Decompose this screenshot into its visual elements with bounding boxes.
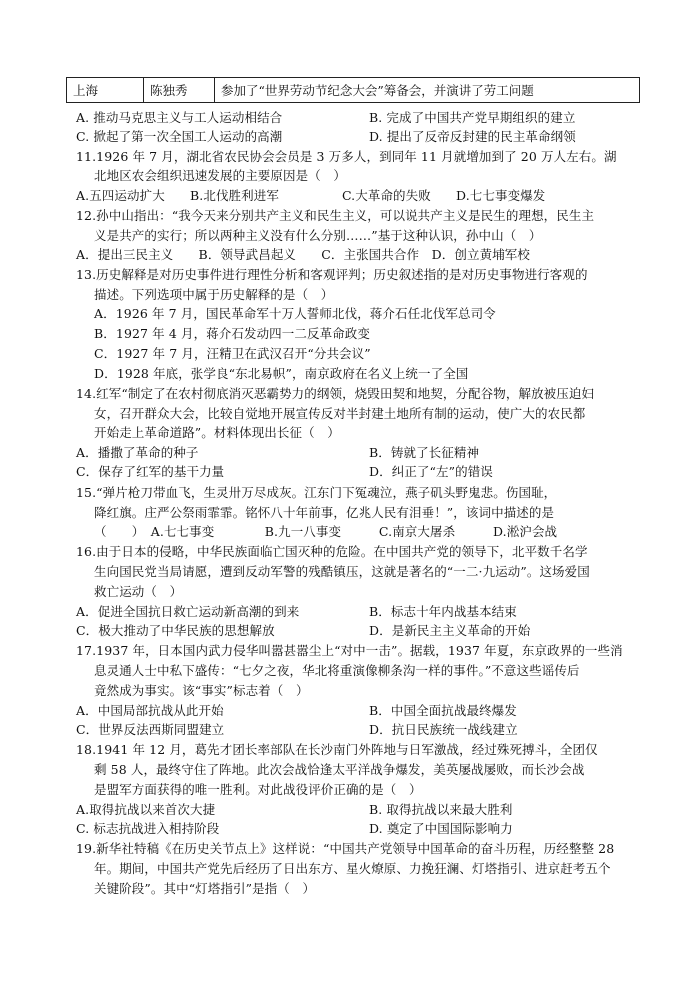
q14-stem-line2: 女，召开群众大会，比较自觉地开展宣传反对半封建土地所有制的运动，使广大的农民都: [94, 406, 586, 421]
q17-option-a: A．中国局部抗战从此开始: [76, 703, 224, 718]
q16-option-c: C．极大推动了中华民族的思想解放: [76, 623, 275, 638]
q14-option-a: A．播撒了革命的种子: [76, 445, 199, 460]
q12-stem-line1: 12.孙中山指出：“我今天来分别共产主义和民生主义，可以说共产主义是民生的理想，民生主: [76, 208, 595, 223]
q15-stem-line2: 降红旗。庄严公祭雨霏霏。铭怀八十年前事，亿兆人民有泪垂！”，该词中描述的是: [94, 505, 555, 520]
q13-option-a: A．1926 年 7 月，国民革命军十万人誓师北伐，蒋介石任北伐军总司令: [94, 306, 496, 321]
table-cell-person: 陈独秀: [144, 78, 215, 103]
q16-stem-line3: 救亡运动（ ）: [94, 584, 183, 599]
q13-stem-line2: 描述。下列选项中属于历史解释的是（ ）: [94, 287, 334, 302]
q11-stem-line2: 北地区农会组织迅速发展的主要原因是（ ）: [94, 168, 347, 183]
q14-stem-line1: 14.红军“制定了在农村彻底消灭恶霸势力的纲领，烧毁田契和地契，分配谷物，解放被压迫妇: [76, 386, 595, 401]
q16-option-d: D．是新民主主义革命的开始: [369, 623, 531, 638]
q19-stem-line1: 19.新华社特稿《在历史关节点上》这样说：“中国共产党领导中国革命的奋斗历程，历经整整 28: [76, 841, 615, 856]
q14-option-c: C．保存了红军的基干力量: [76, 464, 225, 479]
q18-option-b: B. 取得抗战以来最大胜利: [369, 802, 513, 817]
q18-option-d: D. 奠定了中国国际影响力: [369, 821, 513, 836]
q17-option-d: D．抗日民族统一战线建立: [369, 722, 518, 737]
table-cell-event: 参加了“世界劳动节纪念大会”筹备会，并演讲了劳工问题: [215, 78, 640, 103]
q16-option-a: A．促进全国抗日救亡运动新高潮的到来: [76, 604, 300, 619]
q11-options: A.五四运动扩大 B.北伐胜利进军 C.大革命的失败 D.七七事变爆发: [76, 188, 546, 203]
q14-option-b: B．铸就了长征精神: [369, 445, 480, 460]
q16-stem-line2: 生向国民党当局请愿，遭到反动军警的残酷镇压，这就是著名的“一二·九运动”。这场爱国: [94, 564, 590, 579]
q13-option-d: D．1928 年底，张学良“东北易帜”，南京政府在名义上统一了全国: [94, 366, 469, 381]
q13-option-b: B．1927 年 4 月，蒋介石发动四一二反革命政变: [94, 326, 370, 341]
q19-stem-line2: 年。期间，中国共产党先后经历了日出东方、星火燎原、力挽狂澜、灯塔指引、进京赶考五个: [94, 861, 611, 876]
q10-option-d: D. 提出了反帝反封建的民主革命纲领: [369, 129, 576, 144]
q12-stem-line2: 义是共产的实行；所以两种主义没有什么分别……”基于这种认识，孙中山（ ）: [94, 228, 542, 243]
q12-options: A．提出三民主义 B．领导武昌起义 C．主张国共合作 D．创立黄埔军校: [76, 247, 531, 262]
q13-option-c: C．1927 年 7 月，汪精卫在武汉召开“分共会议”: [94, 346, 371, 361]
q19-stem-line3: 关键阶段”。其中“灯塔指引”是指（ ）: [94, 881, 316, 896]
q14-option-d: D．纠正了“左”的错误: [369, 464, 493, 479]
table-row: [67, 78, 640, 103]
q15-stem-line3: （ ） A.七七事变 B.九一八事变 C.南京大屠杀 D.淞沪会战: [94, 524, 558, 539]
q17-stem-line3: 竟然成为事实。该“事实”标志着（ ）: [94, 683, 309, 698]
q14-stem-line3: 开始走上革命道路”。材料体现出长征（ ）: [94, 425, 340, 440]
q10-option-b: B. 完成了中国共产党早期组织的建立: [369, 110, 576, 125]
q18-stem-line3: 是盟军方面获得的唯一胜利。对此战役评价正确的是（ ）: [94, 782, 422, 797]
table-cell-place: 上海: [67, 78, 144, 103]
q18-stem-line1: 18.1941 年 12 月，葛先才团长率部队在长沙南门外阵地与日军激战，经过殊死搏斗，全团仅: [76, 742, 598, 757]
q16-option-b: B．标志十年内战基本结束: [369, 604, 517, 619]
q16-stem-line1: 16.由于日本的侵略，中华民族面临亡国灭种的危险。在中国共产党的领导下，北平数千名学: [76, 544, 588, 559]
q17-option-b: B．中国全面抗战最终爆发: [369, 703, 517, 718]
q17-stem-line1: 17.1937 年，日本国内武力侵华叫嚣甚嚣尘上“对中一击”。据载，1937 年夏，东京政界的一些消: [76, 643, 623, 658]
q18-option-c: C. 标志抗战进入相持阶段: [76, 821, 220, 836]
q17-option-c: C．世界反法西斯同盟建立: [76, 722, 225, 737]
info-table: [66, 77, 640, 103]
q18-stem-line2: 剩 58 人，最终守住了阵地。此次会战恰逢太平洋战争爆发，美英屡战屡败，而长沙会战: [94, 762, 585, 777]
q18-option-a: A.取得抗战以来首次大捷: [76, 802, 216, 817]
q15-stem-line1: 15.“弹片枪刀带血飞，生灵卅万尽成灰。江东门下冤魂泣，燕子矶头野鬼悲。伤国耻，: [76, 485, 557, 500]
q10-option-a: A. 推动马克思主义与工人运动相结合: [76, 110, 283, 125]
q11-stem-line1: 11.1926 年 7 月，湖北省农民协会会员是 3 万多人，到同年 11 月就增加到了 20 万人左右。湖: [76, 149, 617, 164]
q17-stem-line2: 息灵通人士中私下盛传：“七夕之夜，华北将重演像柳条沟一样的事件。”不意这些谣传后: [94, 663, 580, 678]
q13-stem-line1: 13.历史解释是对历史事件进行理性分析和客观评判；历史叙述指的是对历史事物进行客观的: [76, 267, 588, 282]
q10-option-c: C. 掀起了第一次全国工人运动的高潮: [76, 129, 283, 144]
